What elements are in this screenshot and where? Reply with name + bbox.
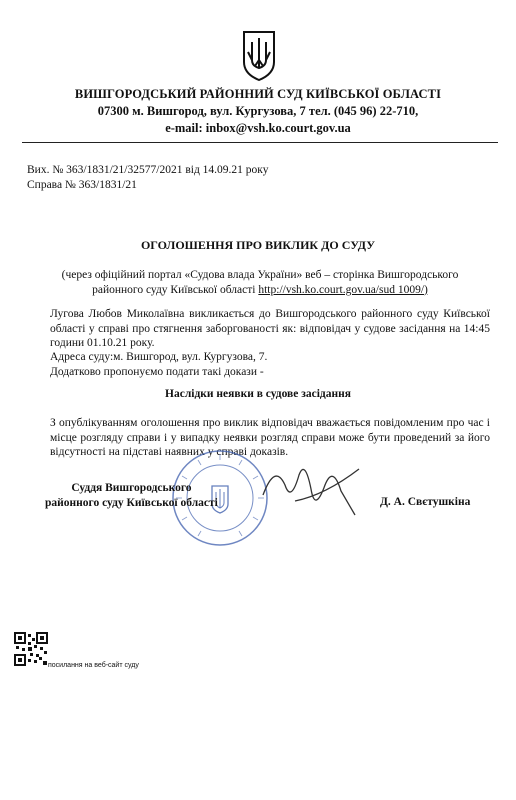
portal-link[interactable]: http://vsh.ko.court.gov.ua/sud 1009/) bbox=[258, 283, 428, 296]
judge-signature bbox=[255, 455, 365, 525]
court-email-line: e-mail: inbox@vsh.ko.court.gov.ua bbox=[165, 121, 351, 135]
consequences-title: Наслідки неявки в судове засідання bbox=[165, 388, 351, 400]
qr-code-icon[interactable] bbox=[14, 632, 48, 666]
consequences-paragraph: З опублікуванням оголошення про виклик відповідач вважається повідомленим про час і місце розгляду справи і у випадку неявки розгляд справи може бути проведений за його відсутності на підставі наявних у справі доказів. bbox=[50, 417, 490, 458]
qr-note: посилання на веб-сайт суду bbox=[48, 662, 139, 669]
judge-position-line1: Суддя Вишгородського bbox=[71, 482, 192, 494]
court-address: Адреса суду:м. Вишгород, вул. Кургузова, 7. bbox=[50, 351, 268, 363]
document-title: ОГОЛОШЕННЯ ПРО ВИКЛИК ДО СУДУ bbox=[140, 238, 376, 252]
portal-text: (через офіційний портал «Судова влада України» веб – сторінка Вишгородського районного суду Київської області bbox=[61, 269, 459, 296]
court-address-line: 07300 м. Вишгород, вул. Кургузова, 7 тел. (045 96) 22-710, bbox=[97, 104, 419, 118]
portal-note bbox=[40, 268, 480, 297]
judge-position-line2: районного суду Київської області bbox=[45, 497, 218, 509]
case-number: Справа № 363/1831/21 bbox=[27, 179, 137, 191]
court-name-heading: ВИШГОРОДСЬКИЙ РАЙОННИЙ СУД КИЇВСЬКОЇ ОБЛАСТІ bbox=[74, 87, 442, 101]
trident-coat-of-arms-icon bbox=[242, 30, 276, 82]
summons-paragraph: Лугова Любов Миколаївна викликається до Вишгородського районного суду Київської області у справі про стягнення заборгованості як: відповідач у судове засідання на 14:45 години 01.10.21 року. bbox=[50, 308, 490, 349]
additional-evidence: Додатково пропонуємо подати такі докази - bbox=[50, 366, 264, 378]
judge-position bbox=[45, 481, 218, 511]
outgoing-number: Вих. № 363/1831/21/32577/2021 від 14.09.21 року bbox=[27, 164, 269, 176]
header-divider bbox=[22, 142, 498, 143]
judge-name: Д. А. Свєтушкіна bbox=[380, 496, 471, 508]
